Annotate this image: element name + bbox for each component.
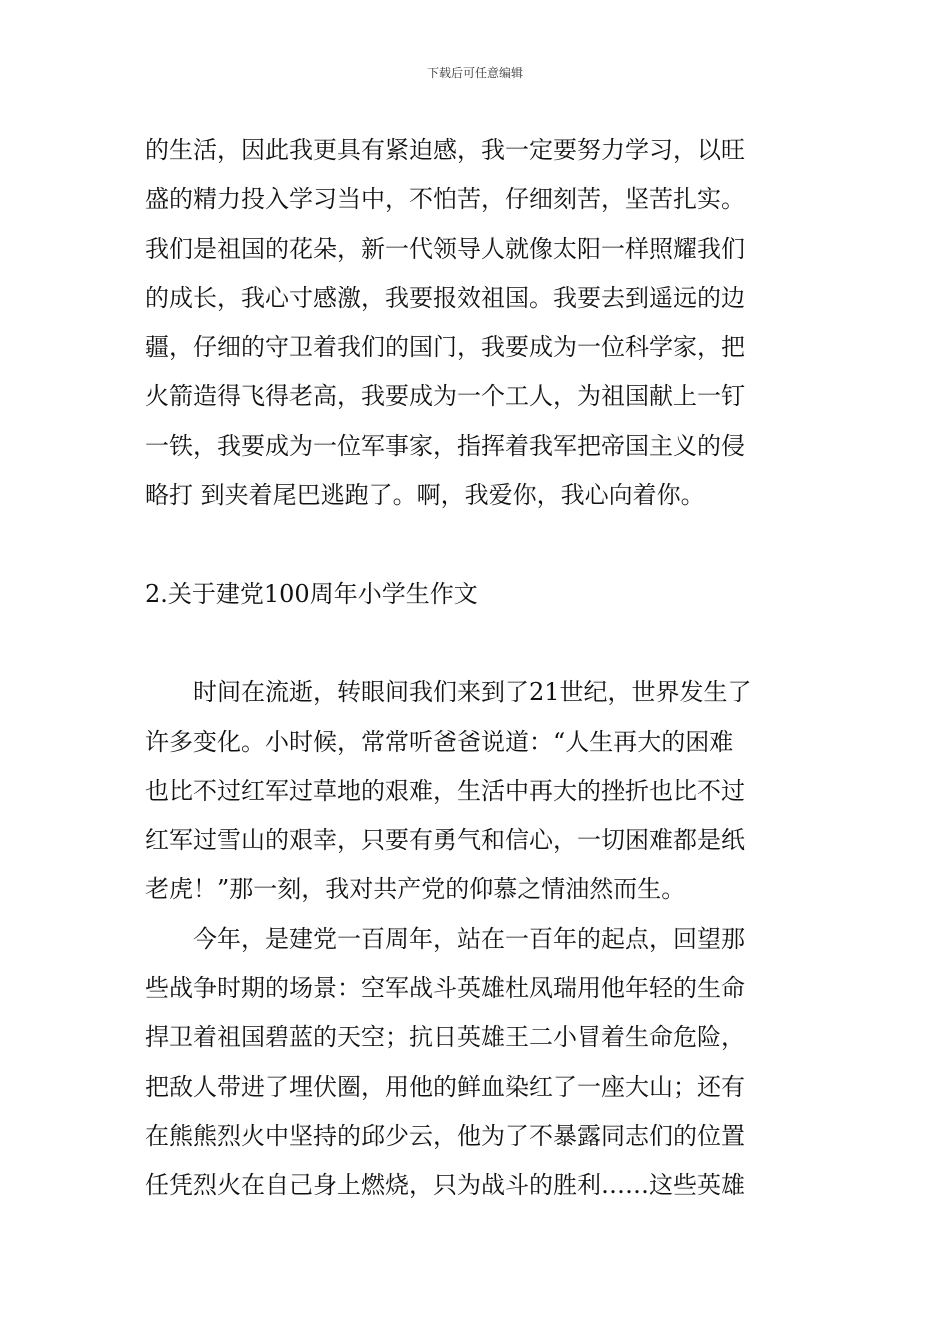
text-line: 我们是祖国的花朵，新一代领导人就像太阳一样照耀我们 [145,234,745,263]
text-line: 老虎！”那一刻，我对共产党的仰慕之情油然而生。 [145,875,686,904]
text-line: 的成长，我心寸感激，我要报效祖国。我要去到遥远的边 [145,283,745,312]
text-line: 任凭烈火在自己身上燃烧，只为战斗的胜利……这些英雄 [145,1171,745,1200]
text-line: 疆，仔细的守卫着我们的国门，我要成为一位科学家，把 [145,333,745,362]
text-line: 的生活，因此我更具有紧迫感，我一定要努力学习，以旺 [145,136,745,164]
text-line: 盛的精力投入学习当中，不怕苦，仔细刻苦，坚苦扎实。 [145,185,745,214]
text-line: 也比不过红军过草地的艰难，生活中再大的挫折也比不过 [145,776,745,805]
paragraph-2 [145,668,811,914]
text-line: 把敌人带进了埋伏圈，用他的鲜血染红了一座大山；还有 [145,1072,745,1101]
text-line: 火箭造得飞得老高，我要成为一个工人，为祖国献上一钉 [145,382,745,411]
paragraph-3 [145,915,811,1211]
text-line: 略打 到夹着尾巴逃跑了。啊，我爱你，我心向着你。 [145,481,705,510]
paragraph-1 [145,126,811,520]
page-header: 下载后可任意编辑 [426,66,523,80]
text-line: 一铁，我要成为一位军事家，指挥着我军把帝国主义的侵 [145,431,745,460]
paragraph-gap [145,520,811,569]
text-line: 些战争时期的场景：空军战斗英雄杜凤瑞用他年轻的生命 [145,974,745,1003]
text-line: 时间在流逝，转眼间我们来到了21世纪，世界发生了 [193,678,752,707]
document-body [145,126,811,1211]
text-line: 在熊熊烈火中坚持的邱少云，他为了不暴露同志们的位置 [145,1121,745,1150]
text-line: 许多变化。小时候，常常听爸爸说道：“人生再大的困难 [145,727,734,756]
text-line: 捍卫着祖国碧蓝的天空；抗日英雄王二小冒着生命危险， [145,1023,745,1052]
paragraph-gap [145,619,811,668]
section-heading: 2.关于建党100周年小学生作文 [145,579,478,608]
text-line: 红军过雪山的艰幸，只要有勇气和信心，一切困难都是纸 [145,826,745,855]
text-line: 今年，是建党一百周年，站在一百年的起点，回望那 [193,924,745,953]
